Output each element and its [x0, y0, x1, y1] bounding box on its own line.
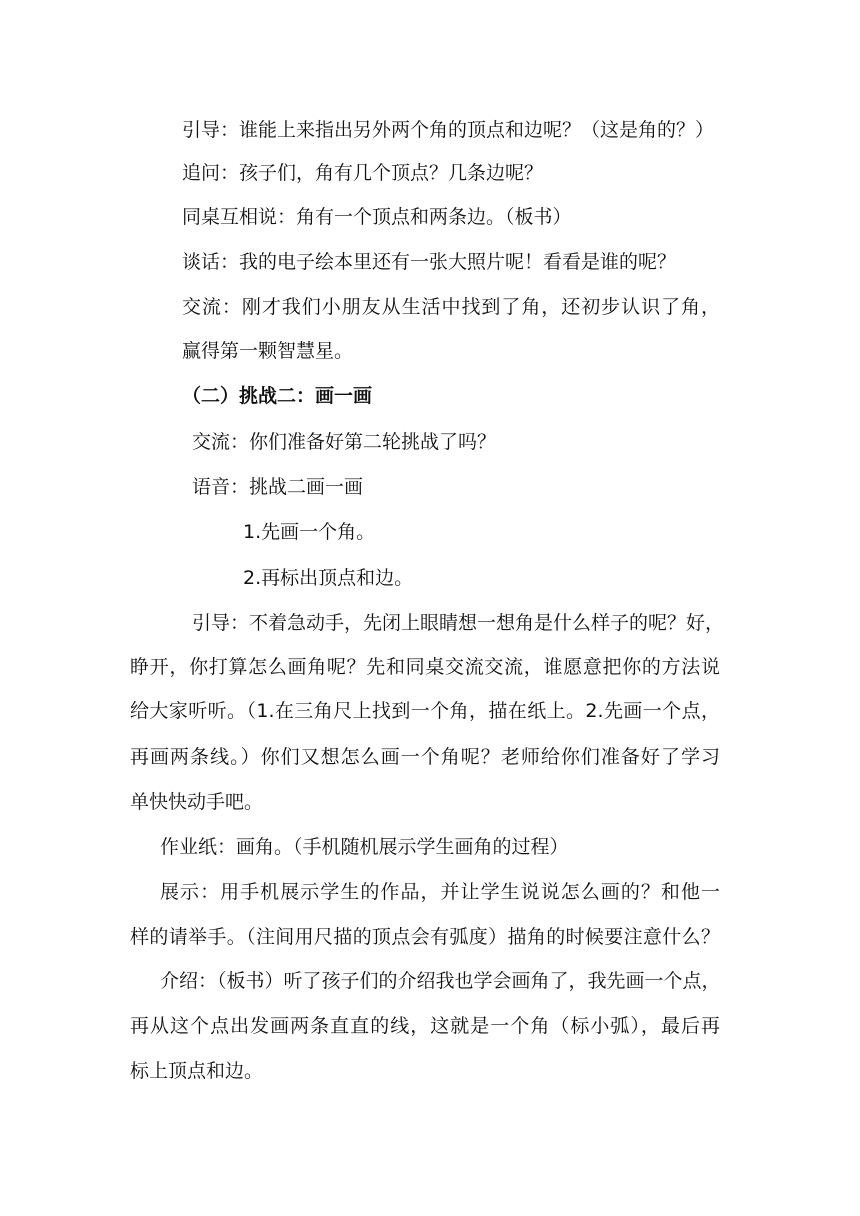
paragraph-line-18: 展示：用手机展示学生的作品，并让学生说说怎么画的？和他一	[160, 881, 720, 903]
paragraph-line-12: 引导：不着急动手，先闭上眼睛想一想角是什么样子的呢？好，	[192, 612, 725, 634]
paragraph-line-8: 交流：你们准备好第二轮挑战了吗？	[192, 431, 497, 453]
paragraph-line-9: 语音：挑战二画一画	[192, 476, 364, 498]
paragraph-line-19: 样的请举手。（注间用尺描的顶点会有弧度）描角的时候要注意什么？	[130, 926, 720, 948]
paragraph-line-3: 同桌互相说：角有一个顶点和两条边。（板书）	[182, 206, 572, 228]
paragraph-line-21: 再从这个点出发画两条直直的线，这就是一个角（标小弧），最后再	[130, 1015, 720, 1037]
list-item-1: 1.先画一个角。	[243, 521, 376, 543]
paragraph-line-17: 作业纸：画角。（手机随机展示学生画角的过程）	[160, 836, 569, 858]
paragraph-line-5: 交流：刚才我们小朋友从生活中找到了角，还初步认识了角，	[182, 296, 720, 318]
paragraph-line-16: 单快快动手吧。	[130, 791, 264, 813]
list-item-2: 2.再标出顶点和边。	[243, 567, 414, 589]
paragraph-line-6: 赢得第一颗智慧星。	[182, 340, 354, 362]
paragraph-line-2: 追问：孩子们，角有几个顶点？几条边呢？	[182, 162, 544, 184]
paragraph-line-14: 给大家听听。（1.在三角尺上找到一个角，描在纸上。2.先画一个点，	[130, 700, 720, 722]
paragraph-line-15: 再画两条线。）你们又想怎么画一个角呢？老师给你们准备好了学习	[130, 746, 720, 768]
paragraph-line-4: 谈话：我的电子绘本里还有一张大照片呢！看看是谁的呢？	[182, 251, 677, 273]
paragraph-line-22: 标上顶点和边。	[130, 1060, 264, 1082]
paragraph-line-1: 引导：谁能上来指出另外两个角的顶点和边呢？（这是角的？）	[182, 119, 715, 141]
section-heading: （二）挑战二：画一画	[182, 385, 373, 407]
paragraph-line-13: 睁开，你打算怎么画角呢？先和同桌交流交流，谁愿意把你的方法说	[130, 656, 720, 678]
paragraph-line-20: 介绍：（板书）听了孩子们的介绍我也学会画角了，我先画一个点，	[160, 970, 721, 992]
